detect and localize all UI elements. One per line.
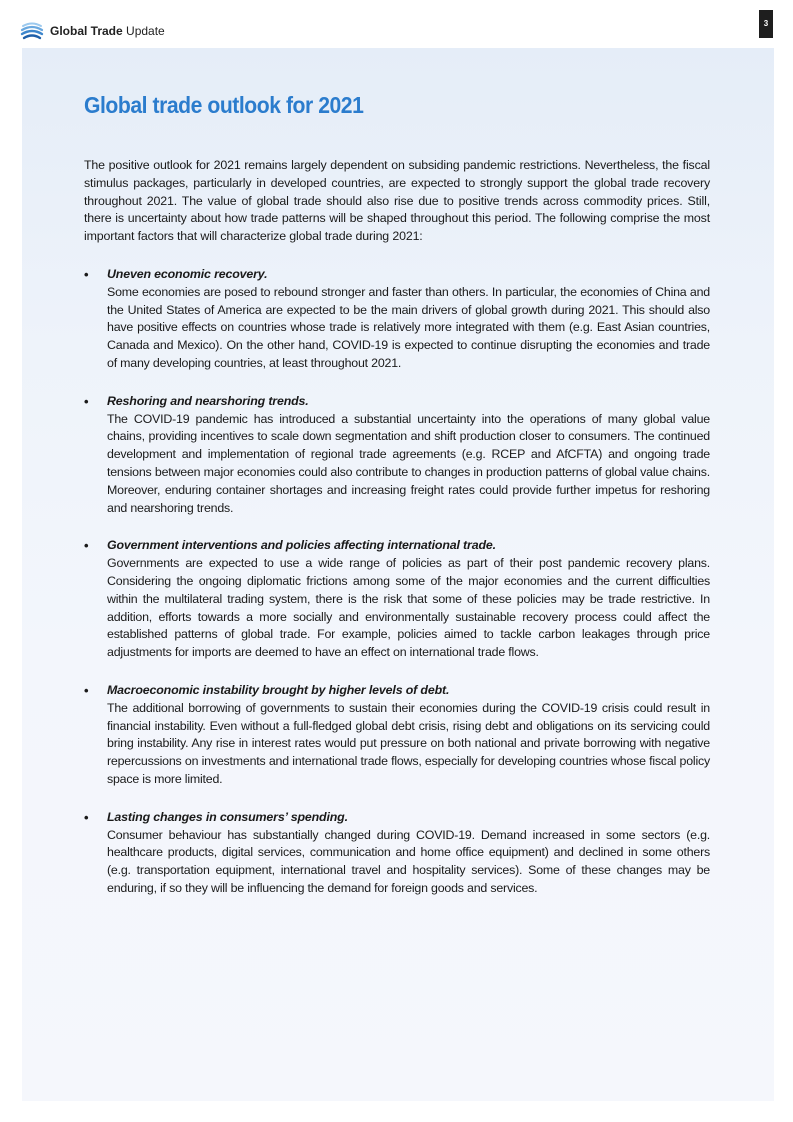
main-content [84, 92, 710, 918]
list-item [84, 809, 710, 898]
list-item [84, 266, 710, 373]
bullet-icon: • [84, 538, 89, 554]
list-item-heading: Macroeconomic instability brought by higher levels of debt. [107, 682, 450, 697]
bullet-icon: • [84, 393, 89, 409]
page-number: 3 [759, 10, 773, 38]
header [20, 18, 165, 44]
brand-rest: Update [126, 24, 165, 38]
page-title: Global trade outlook for 2021 [84, 92, 364, 118]
list-item-heading: Uneven economic recovery. [107, 266, 268, 281]
list-item-heading: Reshoring and nearshoring trends. [107, 393, 309, 408]
bullet-icon: • [84, 682, 89, 698]
list-item-body: Consumer behaviour has substantially changed during COVID-19. Demand increased in some sectors (e.g. healthcare products, digital services, communication and home office equipment) and declined in some others (e.g. transportation equipment, international travel and hospitality services). Some of these changes may be enduring, if so they will be influencing the demand for foreign goods and services. [107, 827, 710, 895]
bullet-icon: • [84, 809, 89, 825]
list-item-body: The additional borrowing of governments to sustain their economies during the COVID-19 crisis could result in financial instability. Even without a full-fledged global debt crisis, rising debt and obligations on its servicing could bring instability. Any rise in interest rates would put pressure on both national and private borrowing with negative repercussions on investments and international trade flows, especially for developing countries whose fiscal policy space is more limited. [107, 700, 710, 786]
list-item-body: Governments are expected to use a wide range of policies as part of their post pandemic recovery plans. Considering the ongoing diplomatic frictions among some of the major economies and the current difficulties within the multilateral trading system, there is the risk that some of these policies may be trade restrictive. In addition, efforts towards a more socially and environmentally sustainable recovery process could affect the established patterns of global trade. For example, policies aimed to tackle carbon leakages through price adjustments for imports are deemed to have an effect on international trade flows. [107, 556, 710, 660]
brand-bold: Global Trade [50, 24, 123, 38]
list-item [84, 393, 710, 518]
factor-list [84, 266, 710, 898]
list-item-heading: Government interventions and policies affecting international trade. [107, 538, 496, 553]
globe-logo-icon [20, 19, 44, 43]
intro-paragraph: The positive outlook for 2021 remains largely dependent on subsiding pandemic restrictions. Nevertheless, the fiscal stimulus packages, particularly in developed countries, are expected to strongly support the global trade recovery throughout 2021. The value of global trade should also rise due to positive trends across commodity prices. Still, there is uncertainty about how trade patterns will be shaped throughout this period. The following comprise the most important factors that will characterize global trade during 2021: [84, 158, 710, 244]
list-item-body: Some economies are posed to rebound stronger and faster than others. In particular, the economies of China and the United States of America are expected to be the main drivers of global growth during 2021. This should also have positive effects on countries whose trade is relatively more integrated with them (e.g. East Asian countries, Canada and Mexico). On the other hand, COVID-19 is expected to continue disrupting the economies and trade of many developing countries, at least throughout 2021. [107, 284, 710, 370]
list-item [84, 537, 710, 662]
list-item [84, 682, 710, 789]
list-item-body: The COVID-19 pandemic has introduced a substantial uncertainty into the operations of many global value chains, providing incentives to scale down segmentation and shift production closer to consumers. The continued development and implementation of regional trade agreements (e.g. RCEP and AfCFTA) and ongoing trade tensions between major economies could also contribute to changes in production patterns of global value chains. Moreover, enduring container shortages and increasing freight rates could provide further impetus for reshoring and nearshoring trends. [107, 411, 710, 515]
list-item-heading: Lasting changes in consumers’ spending. [107, 809, 348, 824]
brand-name [50, 24, 165, 38]
bullet-icon: • [84, 266, 89, 282]
